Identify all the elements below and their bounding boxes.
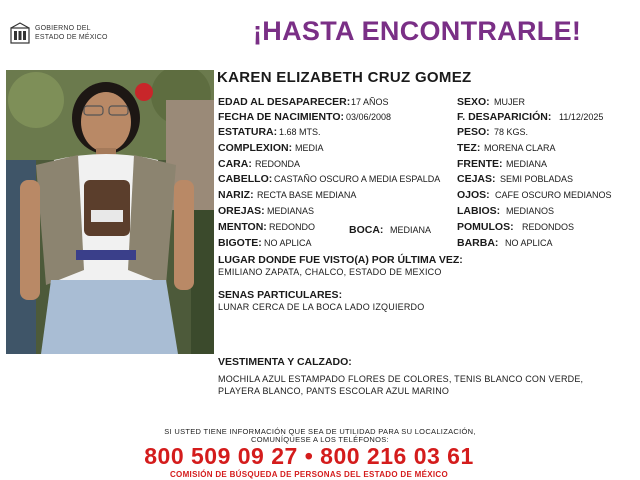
complexion-value: MEDIA (295, 143, 324, 153)
government-name-line2: ESTADO DE MÉXICO (35, 34, 108, 41)
nariz-label: NARIZ: (218, 189, 254, 201)
boca-value: MEDIANA (390, 225, 432, 235)
contact-note-line1: SI USTED TIENE INFORMACIÓN QUE SEA DE UTILIDAD PARA SU LOCALIZACIÓN, (164, 427, 476, 436)
last-seen-value: EMILIANO ZAPATA, CHALCO, ESTADO DE MEXICO (218, 267, 442, 277)
nariz-value: RECTA BASE MEDIANA (257, 190, 357, 200)
estatura-label: ESTATURA: (218, 126, 278, 138)
government-logo (8, 22, 118, 46)
orejas-value: MEDIANAS (267, 206, 315, 216)
phone-number-2[interactable]: 800 216 03 61 (320, 443, 474, 469)
bigote-label: BIGOTE: (218, 237, 262, 249)
contact-note-line2: COMUNÍQUESE A LOS TELÉFONOS: (251, 435, 389, 444)
ojos-value: CAFE OSCURO MEDIANOS (495, 190, 612, 200)
desaparicion-value: 11/12/2025 (559, 112, 604, 122)
edad-value: 17 AÑOS (351, 97, 389, 107)
menton-label: MENTON: (218, 221, 267, 233)
peso-value: 78 KGS. (494, 127, 529, 137)
commission-name: COMISIÓN DE BÚSQUEDA DE PERSONAS DEL ESTADO DE MÉXICO (169, 470, 448, 479)
sexo-label: SEXO: (457, 96, 490, 108)
tez-label: TEZ: (457, 142, 481, 154)
cejas-label: CEJAS: (457, 173, 496, 185)
pomulos-label: POMULOS: (457, 221, 514, 233)
distinguishing-marks-value: LUNAR CERCA DE LA BOCA LADO IZQUIERDO (218, 302, 425, 312)
menton-value: REDONDO (269, 222, 316, 232)
missing-person-photo (6, 70, 214, 354)
government-name-line1: GOBIERNO DEL (35, 25, 91, 32)
clothing-line2: PLAYERA BLANCO, PANTS ESCOLAR AZUL MARINO (218, 386, 450, 396)
clothing-line1: MOCHILA AZUL ESTAMPADO FLORES DE COLORES, TENIS BLANCO CON VERDE, (218, 374, 584, 384)
bigote-value: NO APLICA (264, 238, 312, 248)
peso-label: PESO: (457, 126, 490, 138)
clothing-label: VESTIMENTA Y CALZADO: (218, 356, 352, 368)
tez-value: MORENA CLARA (484, 143, 556, 153)
pomulos-value: REDONDOS (522, 222, 575, 232)
phone-number-1[interactable]: 800 509 09 27 (144, 443, 298, 469)
cara-value: REDONDA (255, 159, 301, 169)
estatura-value: 1.68 MTS. (279, 127, 321, 137)
state-crest-icon (8, 22, 32, 46)
edad-label: EDAD AL DESAPARECER: (218, 96, 351, 108)
barba-value: NO APLICA (505, 238, 553, 248)
distinguishing-marks-label: SENAS PARTICULARES: (218, 289, 343, 301)
person-name: KAREN ELIZABETH CRUZ GOMEZ (217, 69, 472, 86)
last-seen-label: LUGAR DONDE FUE VISTO(A) POR ÚLTIMA VEZ: (218, 254, 463, 266)
orejas-label: OREJAS: (218, 205, 265, 217)
nacimiento-value: 03/06/2008 (346, 112, 392, 122)
frente-label: FRENTE: (457, 158, 503, 170)
frente-value: MEDIANA (506, 159, 548, 169)
cara-label: CARA: (218, 158, 252, 170)
cejas-value: SEMI POBLADAS (500, 174, 574, 184)
labios-value: MEDIANOS (506, 206, 555, 216)
sexo-value: MUJER (494, 97, 525, 107)
desaparicion-label: F. DESAPARICIÓN: (457, 111, 552, 123)
cabello-value: CASTAÑO OSCURO A MEDIA ESPALDA (274, 174, 441, 184)
phone-separator: • (304, 443, 314, 469)
boca-label: BOCA: (349, 224, 384, 236)
nacimiento-label: FECHA DE NACIMIENTO: (218, 111, 344, 123)
labios-label: LABIOS: (457, 205, 501, 217)
barba-label: BARBA: (457, 237, 499, 249)
complexion-label: COMPLEXION: (218, 142, 293, 154)
page-headline: ¡HASTA ENCONTRARLE! (253, 16, 582, 46)
ojos-label: OJOS: (457, 189, 490, 201)
cabello-label: CABELLO: (218, 173, 273, 185)
contact-phones (0, 443, 618, 470)
